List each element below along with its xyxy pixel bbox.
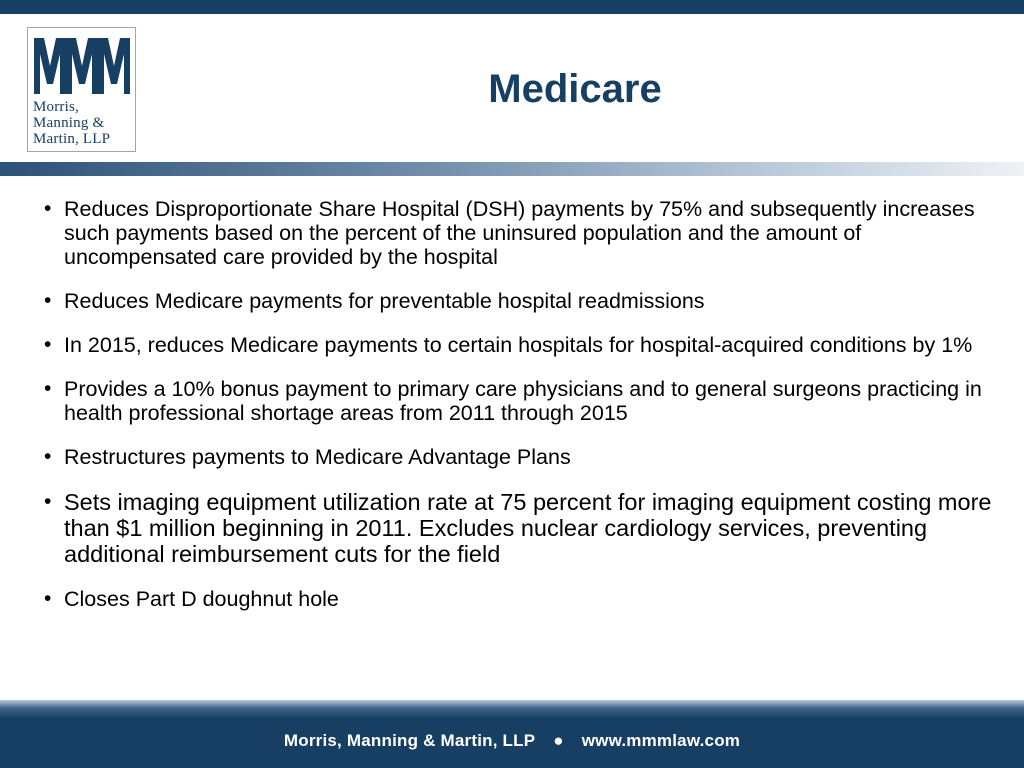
logo-line-3: Martin, LLP: [33, 131, 111, 147]
title-divider: [0, 162, 1024, 176]
logo-line-2: Manning &: [33, 115, 105, 131]
bullet-text: Reduces Medicare payments for preventable hospital readmissions: [64, 289, 705, 313]
bullet-dot-icon: •: [44, 587, 52, 610]
bullet-dot-icon: •: [44, 333, 52, 356]
bullet-text: Provides a 10% bonus payment to primary care physicians and to general surgeons practicing in health professional shortage areas from 2011 through 2015: [64, 377, 982, 425]
bullet-item: [44, 289, 994, 313]
bullet-item: [44, 333, 994, 357]
bullet-item: [44, 587, 994, 611]
bullet-text: In 2015, reduces Medicare payments to certain hospitals for hospital-acquired conditions by 1%: [64, 333, 973, 357]
bullet-text: Restructures payments to Medicare Advantage Plans: [64, 445, 571, 469]
logo-wordmark: [33, 99, 137, 147]
mmm-monogram-icon: [32, 32, 132, 96]
bullet-item: [44, 445, 994, 469]
top-bar: [0, 0, 1024, 14]
bullet-text: Closes Part D doughnut hole: [64, 587, 339, 611]
bullet-item: [44, 197, 994, 269]
firm-logo: [27, 27, 136, 152]
bullet-dot-icon: •: [44, 377, 52, 400]
bullet-dot-icon: •: [44, 445, 52, 468]
footer-firm-name: Morris, Manning & Martin, LLP: [283, 731, 536, 750]
footer-text: [0, 731, 1024, 751]
bullet-dot-icon: •: [44, 289, 52, 312]
bullet-text: Reduces Disproportionate Share Hospital (DSH) payments by 75% and subsequently increases such payments based on the percent of the uninsured population and the amount of uncompensated care provided by the hospital: [64, 197, 975, 269]
footer-website: www.mmmlaw.com: [581, 731, 741, 750]
bullet-item: [44, 489, 994, 567]
bullet-dot-icon: •: [44, 197, 52, 220]
logo-line-1: Morris,: [33, 99, 79, 115]
bullet-item: [44, 377, 994, 425]
footer-separator-icon: ●: [553, 731, 564, 750]
bullet-dot-icon: •: [44, 490, 52, 513]
bullet-text: Sets imaging equipment utilization rate at 75 percent for imaging equipment costing more than $1 million beginning in 2011. Excludes nuclear cardiology services, preventing additional reimbursement cuts for the field: [64, 489, 992, 567]
bullet-list: [44, 197, 994, 631]
slide-title: Medicare: [488, 67, 662, 111]
